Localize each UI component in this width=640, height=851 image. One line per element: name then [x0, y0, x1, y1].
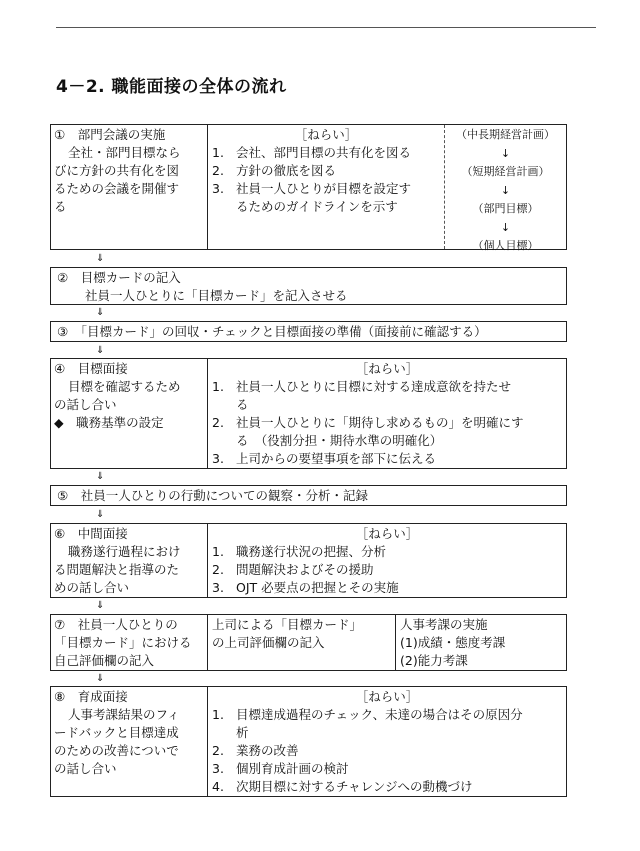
flow-arrow-icon: ⇓ — [96, 253, 105, 264]
step5-box — [50, 485, 567, 506]
item-text: 職務遂行状況の把握、分析 — [236, 544, 387, 559]
step1-aims — [208, 125, 444, 249]
step6-description — [51, 524, 208, 597]
aim-item — [212, 198, 440, 216]
aim-label: ［ねらい］ — [355, 689, 419, 704]
aim-item — [212, 543, 562, 561]
item-number: 3. — [212, 580, 224, 595]
plan-department: （部門目標） — [472, 202, 539, 215]
step6-aims — [208, 524, 566, 597]
item-text: 上司からの要望事項を部下に伝える — [236, 451, 437, 466]
item-text: 方針の徹底を図る — [236, 163, 337, 178]
aim-item — [212, 432, 562, 450]
step4-aims — [208, 359, 566, 468]
aim-label: ［ねらい］ — [355, 361, 419, 376]
item-text: 業務の改善 — [236, 743, 299, 758]
item-text: 目標達成過程のチェック、未達の場合はその原因分 — [236, 707, 523, 722]
flow-arrow-icon: ⇓ — [96, 307, 105, 318]
item-text: 個別育成計画の検討 — [236, 761, 349, 776]
page-title: 4－2. 職能面接の全体の流れ — [56, 77, 287, 97]
step8-desc-line: ードバックと目標達成 — [54, 725, 179, 740]
step1-desc-line: びに方針の共有化を図 — [54, 163, 180, 178]
item-number: 2. — [212, 163, 224, 178]
item-number: 2. — [212, 743, 224, 758]
flow-arrow-icon: ⇓ — [96, 673, 105, 684]
item-text: 次期目標に対するチャレンジへの動機づけ — [236, 779, 473, 794]
step7-box — [50, 614, 567, 671]
flow-arrow-icon: ⇓ — [96, 345, 105, 356]
item-number: 3. — [212, 451, 224, 466]
step6-box — [50, 523, 567, 598]
aim-item — [212, 742, 562, 760]
item-number: 4. — [212, 779, 224, 794]
step7-col3-line: (1)成績・態度考課 — [400, 635, 506, 650]
step7-col1-line: 自己評価欄の記入 — [54, 653, 155, 668]
aim-item — [212, 162, 440, 180]
plan-hierarchy — [444, 125, 566, 252]
plan-mid-long: （中長期経営計画） — [456, 128, 555, 141]
step7-col1-line: ⑦ 社員一人ひとりの — [54, 617, 178, 632]
item-number — [212, 432, 236, 450]
item-number: 1. — [212, 707, 224, 722]
step4-description — [51, 359, 208, 468]
step6-desc-line: めの話し合い — [54, 580, 130, 595]
step7-col2-line: 上司による「目標カード」 — [212, 617, 363, 632]
step7-supervisor-evaluation — [208, 615, 396, 670]
aim-item — [212, 724, 562, 742]
down-arrow-icon: ↓ — [500, 183, 511, 197]
aim-item — [212, 144, 440, 162]
step5-title: ⑤ 社員一人ひとりの行動についての観察・分析・記録 — [57, 488, 368, 503]
item-text: 問題解決およびその援助 — [236, 562, 374, 577]
step2-desc: 社員一人ひとりに「目標カード」を記入させる — [85, 288, 348, 303]
flow-arrow-icon: ⇓ — [96, 600, 105, 611]
item-number: 1. — [212, 145, 224, 160]
step7-self-evaluation — [51, 615, 208, 670]
step8-desc-line: 人事考課結果のフィ — [68, 707, 180, 722]
item-number: 2. — [212, 562, 224, 577]
aim-item — [212, 414, 562, 432]
item-text: OJT 必要点の把握とその実施 — [236, 580, 399, 595]
aim-item — [212, 760, 562, 778]
item-number — [212, 396, 236, 414]
item-text: る （役割分担・期待水準の明確化） — [236, 433, 443, 448]
step2-box — [50, 267, 567, 305]
step7-col1-line: 「目標カード」における — [54, 635, 192, 650]
step7-col3-line: (2)能力考課 — [400, 653, 468, 668]
item-text: る — [236, 397, 249, 412]
step8-title: ⑧ 育成面接 — [54, 689, 128, 704]
down-arrow-icon: ↓ — [500, 146, 511, 160]
step7-col2-line: の上司評価欄の記入 — [212, 635, 325, 650]
aim-item — [212, 450, 562, 468]
step7-personnel-appraisal — [396, 615, 566, 670]
step1-desc-line: 全社・部門目標なら — [68, 145, 181, 160]
step8-box — [50, 686, 567, 797]
step7-col3-line: 人事考課の実施 — [400, 617, 488, 632]
step4-desc-line: 目標を確認するため — [68, 379, 181, 394]
aim-item — [212, 396, 562, 414]
step4-desc-line: の話し合い — [54, 397, 117, 412]
aim-item — [212, 378, 562, 396]
plan-short: （短期経営計画） — [461, 165, 550, 178]
step8-desc-line: のための改善についで — [54, 743, 179, 758]
step6-desc-line: る問題解決と指導のた — [54, 562, 180, 577]
step3-title: ③ 「目標カード」の回収・チェックと目標面接の準備（面接前に確認する） — [57, 324, 487, 339]
item-number: 2. — [212, 415, 224, 430]
item-number — [212, 724, 236, 742]
flow-arrow-icon: ⇓ — [96, 509, 105, 520]
aim-item — [212, 180, 440, 198]
step8-desc-line: の話し合い — [54, 761, 117, 776]
item-text: 社員一人ひとりに目標に対する達成意欲を持たせ — [236, 379, 512, 394]
step4-title: ④ 目標面接 — [54, 361, 128, 376]
step8-aims — [208, 687, 566, 796]
aim-label: ［ねらい］ — [355, 526, 419, 541]
step4-desc-line: ◆ 職務基準の設定 — [54, 415, 164, 430]
item-text: 析 — [236, 725, 249, 740]
plan-individual: （個人目標） — [472, 239, 539, 252]
step1-desc-line: るための会議を開催す — [54, 181, 180, 196]
item-text: 社員一人ひとりが目標を設定す — [236, 181, 412, 196]
item-number: 1. — [212, 379, 224, 394]
step1-box — [50, 124, 567, 250]
step1-description — [51, 125, 208, 249]
item-number — [212, 198, 236, 216]
step6-title: ⑥ 中間面接 — [54, 526, 128, 541]
item-text: 会社、部門目標の共有化を図る — [236, 145, 412, 160]
item-number: 1. — [212, 544, 224, 559]
step6-desc-line: 職務遂行過程におけ — [68, 544, 181, 559]
aim-label: ［ねらい］ — [294, 127, 358, 142]
aim-item — [212, 561, 562, 579]
aim-item — [212, 579, 562, 597]
step1-title: ① 部門会議の実施 — [54, 127, 166, 142]
item-text: るためのガイドラインを示す — [236, 199, 398, 214]
aim-item — [212, 706, 562, 724]
item-text: 社員一人ひとりに「期待し求めるもの」を明確にす — [236, 415, 524, 430]
header-rule — [56, 27, 596, 28]
item-number: 3. — [212, 761, 224, 776]
aim-item — [212, 778, 562, 796]
flow-arrow-icon: ⇓ — [96, 471, 105, 482]
step3-box — [50, 321, 567, 342]
down-arrow-icon: ↓ — [500, 220, 511, 234]
step1-desc-line: る — [54, 199, 67, 214]
step2-title: ② 目標カードの記入 — [57, 270, 181, 285]
item-number: 3. — [212, 181, 224, 196]
step8-description — [51, 687, 208, 796]
step4-box — [50, 358, 567, 469]
